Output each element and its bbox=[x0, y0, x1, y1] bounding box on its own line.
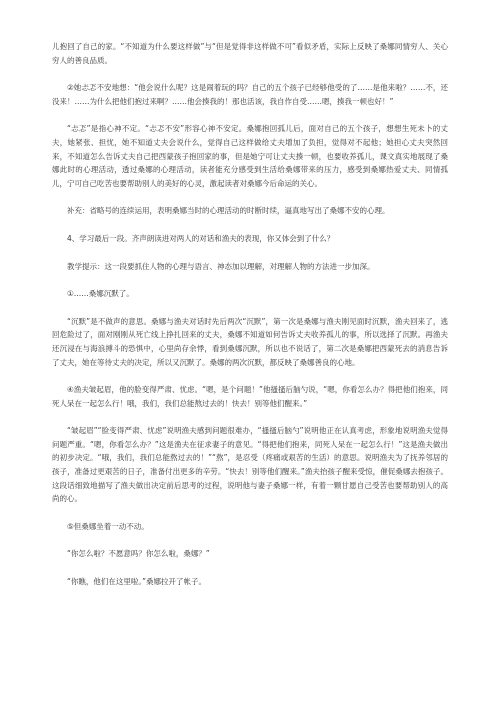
paragraph-2: ②她忐忑不安地想：“他会说什么呢？这是闹着玩的吗？自己的五个孩子已经够他受的了……是他来啦？……不，还没来！……为什么把他们抱过来啊？……他会揍我的！那也活该，我自作自受……嗯，揍我一顿也好！” bbox=[52, 83, 448, 106]
paragraph-8: “沉默”是不做声的意思。桑娜与渔夫对话时先后两次“沉默”，第一次是桑娜与渔夫刚见面时沉默，渔夫回来了，逃回危险过了，面对刚刚从死亡线上挣扎回来的丈夫，桑娜不知道如何告诉丈夫收养孤儿的事，所以选择了沉默。再渔夫还沉浸在与海浪搏斗的恐惧中，心里尚存余悸，看到桑娜沉默，所以也不说话了，第二次是桑娜把西蒙死去的消息告诉了丈夫，她在等待丈夫的决定，所以又沉默了。桑娜的两次沉默，都反映了桑娜善良的心地。 bbox=[52, 316, 448, 367]
paragraph-5: 4、学习最后一段。齐声朗读进对两人的对话和渔夫的表现，你又体会到了什么？ bbox=[67, 233, 335, 243]
paragraph-11: ⑤但桑娜坐着一动不动。 bbox=[67, 521, 149, 531]
paragraph-12: “你怎么啦？不愿意吗？你怎么啦，桑娜？” bbox=[67, 549, 210, 559]
paragraph-9: ④渔夫皱起眉，他的脸变得严肃、忧虑。“嗯，是个问题！”他搔搔后脑勺说，“嗯，你看怎么办？得把他们抱来，同死人呆在一起怎么行！哦，我们，我们总能熬过去的！快去！别等他们醒来。” bbox=[52, 385, 448, 408]
paragraph-13: “你瞧，他们在这里啦。”桑娜拉开了帐子。 bbox=[67, 577, 207, 587]
paragraph-1: 儿抱回了自己的家。“不知道为什么要这样做”与“但是觉得非这样做不可”看似矛盾，实际上反映了桑娜同情穷人、关心穷人的善良品质。 bbox=[52, 42, 448, 65]
paragraph-7: ①……桑娜沉默了。 bbox=[67, 289, 134, 299]
paragraph-4: 补充：省略号的连续运用，表明桑娜当时的心理活动的时断时续，逼真地写出了桑娜不安的心理。 bbox=[67, 206, 390, 216]
paragraph-10: “皱起眉”“脸变得严肃、忧虑”说明渔夫感到问题很难办，“搔搔后脑勺”说明他正在认真考虑，形象地说明渔夫觉得问题严重。“嗯，你看怎么办？”这是渔夫在征求妻子的意见。“得把他们抱来，同死人呆在一起怎么行！”这是渔夫做出的初步决定。“哦，我们，我们总能熬过去的！”“熬”，是忍受（疼痛或艰苦的生活）的意思。说明渔夫为了抚养邻居的孩子，准备过更艰苦的日子，准备付出更多的辛劳。“快去！别等他们醒来。”渔夫抬孩子醒来受惊，催促桑娜去抱孩子。这段话细致地描写了渔夫做出决定前后思考的过程，说明他与妻子桑娜一样，有着一颗甘愿自己受苦也要帮助别人的高尚的心。 bbox=[52, 426, 448, 504]
paragraph-3: “忐忑”是指心神不定。“忐忑不安”形容心神不安定。桑娜抱回孤儿后，面对自己的五个孩子，想想生死未卜的丈夫，她紧张、担忧，她不知道丈夫会说什么，觉得自己这样做给丈夫增加了负担，觉得对不起他；她担心丈夫突然回来，不知道怎么告诉丈夫自己把西蒙孩子抱回家的事，但是她宁可让丈夫揍一顿，也要收养孤儿，课文真实地展现了桑娜此时的心理活动，透过桑娜的心理活动，读者能充分感受到生活给桑娜带来的压力，感受到桑娜热爱丈夫、同情孤儿，宁可自己吃苦也要帮助别人的美好的心灵，激起读者对桑娜今后命运的关心。 bbox=[52, 124, 448, 188]
paragraph-6: 教学提示：这一段要抓住人物的心理与语言、神态加以理解，对理解人物的方法进一步加深。 bbox=[67, 261, 375, 271]
